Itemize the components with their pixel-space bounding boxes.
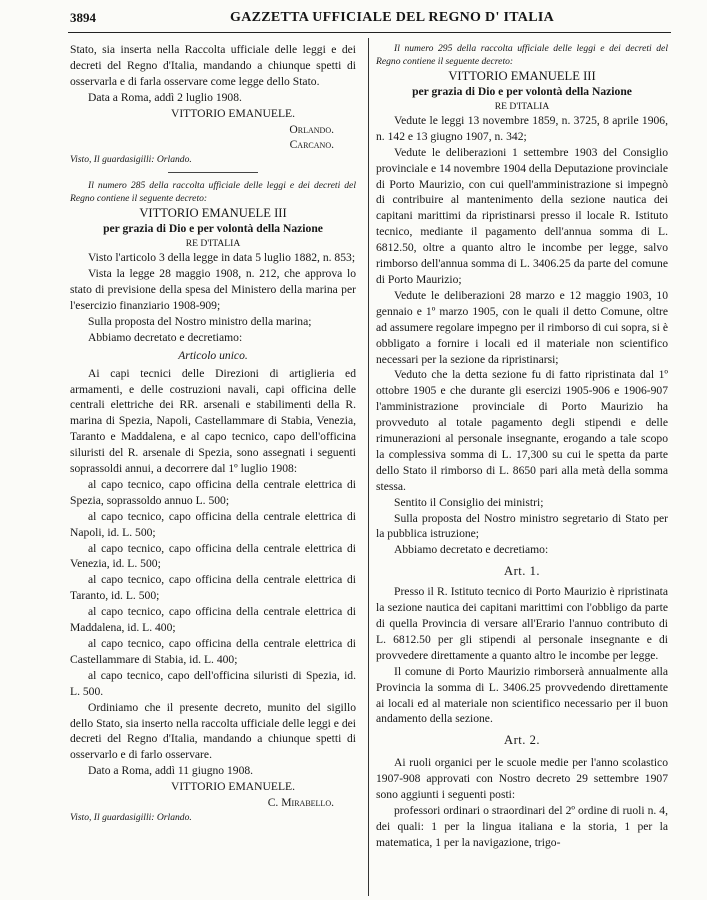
article-text: Ai capi tecnici delle Direzioni di artiglieria ed armamenti, e delle costruzioni navali, capi officina delle centrali elettriche dei RR. arsenali e stabilimenti della R. marina di Spezia, Napoli, Castellammare di Stabia, Venezia, Taranto e Maddalena, e al capo tecnico, capo dell'officina siluristi del R. arsenale di Spezia, sono assegnati i seguenti soprassoldi annui, a decorrere dal 1º luglio 1908:: [70, 366, 356, 476]
preamble-paragraph: Sulla proposta del Nostro ministro segretario di Stato per la pubblica istruzione;: [376, 511, 668, 541]
right-column: [376, 42, 668, 851]
visto-line: Visto, Il guardasigilli: Orlando.: [70, 154, 192, 166]
decree-date: Data a Roma, addì 2 luglio 1908.: [88, 90, 242, 104]
list-item: al capo tecnico, capo officina della centrale elettrica di Spezia, soprassoldo annuo L. 500;: [70, 477, 356, 507]
king-signature: VITTORIO EMANUELE.: [170, 780, 296, 794]
grace-line: per grazia di Dio e per volontà della Nazione: [103, 222, 323, 236]
preamble-paragraph: Vedute le leggi 13 novembre 1859, n. 3725, 8 aprile 1906, n. 142 e 13 giugno 1907, n. 342;: [376, 113, 668, 143]
page-number: 3894: [70, 10, 96, 25]
header-rule: [68, 32, 671, 33]
gazette-title: GAZZETTA UFFICIALE DEL REGNO D' ITALIA: [230, 10, 555, 25]
article-text: Presso il R. Istituto tecnico di Porto Maurizio è ripristinata la sezione nautica dei capitani marittimi con l'obbligo da parte di quella Provincia di versare all'Erario l'annuo contributo di L. 6812.50 per gli stipendi al personale insegnante e di provvedere direttamente a quanto altro le incombe per legge.: [376, 585, 668, 662]
page-header: [0, 6, 707, 34]
preamble-paragraph: Visto l'articolo 3 della legge in data 5 luglio 1882, n. 853;: [88, 251, 356, 265]
article-text: Ai ruoli organici per le scuole medie per l'anno scolastico 1907-908 approvati con Nostro decreto 29 settembre 1907 sono aggiunti i seguenti posti:: [376, 756, 668, 802]
re-line: RE D'ITALIA: [185, 238, 241, 250]
decree-date: Dato a Roma, addì 11 giugno 1908.: [88, 764, 254, 778]
list-item: al capo tecnico, capo dell'officina siluristi di Spezia, id. L. 500.: [70, 668, 356, 698]
article-heading: Art. 2.: [503, 733, 541, 748]
section-rule: [168, 172, 258, 173]
preamble-paragraph: Sulla proposta del Nostro ministro della marina;: [88, 314, 312, 328]
article-text: Il comune di Porto Maurizio rimborserà annualmente alla Provincia la somma di L. 3406.25 provvedendo direttamente ai locali ed al materiale non scientifico necessario per il buon andamento della sezione.: [376, 664, 668, 726]
decree-intro: Il numero 295 della raccolta ufficiale delle leggi e dei decreti del Regno contiene il seguente decreto:: [376, 43, 668, 67]
left-column: [70, 42, 356, 824]
minister-signature: C. Mirabello.: [267, 796, 334, 810]
minister-signature: Carcano.: [289, 138, 334, 152]
preamble-paragraph: Sentito il Consiglio dei ministri;: [394, 495, 544, 509]
list-item: al capo tecnico, capo officina della centrale elettrica di Maddalena, id. L. 400;: [70, 605, 356, 635]
list-item: al capo tecnico, capo officina della centrale elettrica di Taranto, id. L. 500;: [70, 573, 356, 603]
preamble-paragraph: Abbiamo decretato e decretiamo:: [88, 330, 243, 344]
preamble-paragraph: Veduto che la detta sezione fu di fatto ripristinata dal 1º ottobre 1905 e che durante gli esercizi 1905-906 e 1906-907 l'amministrazione provinciale di Porto Maurizio ha provveduto al totale pagamento degli stipendi e delle rimunerazioni al personale insegnante, erogando a tale scopo la complessiva somma di L. 17,300 su cui le spetta da parte dello Stato il rimborso di L. 8650 pari alla metà della somma stessa.: [376, 368, 668, 493]
decree-intro: Il numero 285 della raccolta ufficiale delle leggi e dei decreti del Regno contiene il seguente decreto:: [70, 180, 356, 205]
king-signature: VITTORIO EMANUELE.: [170, 106, 296, 120]
article-text: professori ordinari o straordinari del 2º ordine di ruoli n. 4, dei quali: 1 per la lingua italiana e la storia, 1 per la matematica, 1 per la navigazione, trigo-: [376, 803, 668, 849]
article-heading: Articolo unico.: [178, 348, 248, 362]
king-title: VITTORIO EMANUELE III: [139, 206, 287, 221]
preamble-paragraph: Vedute le deliberazioni 28 marzo e 12 maggio 1903, 10 gennaio e 1º marzo 1905, con le quali il detto Comune, oltre ad assumere regolare impegno per il rimborso di cui sopra, si è obbligato a fornire i locali ed il materiale non scientifico necessari per la sezione da ripristinarsi;: [376, 288, 668, 366]
minister-signature: Orlando.: [289, 122, 334, 136]
preamble-paragraph: Abbiamo decretato e decretiamo:: [394, 543, 549, 557]
continued-paragraph: Stato, sia inserta nella Raccolta ufficiale delle leggi e dei decreti del Regno d'Italia, mandando a chiunque spetti di osservarla e di farla osservare come legge dello Stato.: [70, 43, 356, 88]
king-title: VITTORIO EMANUELE III: [448, 69, 596, 83]
visto-line: Visto, Il guardasigilli: Orlando.: [70, 811, 192, 823]
article-heading: Art. 1.: [503, 564, 541, 579]
list-item: al capo tecnico, capo officina della centrale elettrica di Castellammare di Stabia, id. L. 400;: [70, 637, 356, 666]
re-line: RE D'ITALIA: [494, 100, 550, 112]
grace-line: per grazia di Dio e per volontà della Nazione: [412, 85, 632, 98]
list-item: al capo tecnico, capo officina della centrale elettrica di Napoli, id. L. 500;: [70, 509, 356, 539]
column-divider: [368, 38, 369, 896]
preamble-paragraph: Vedute le deliberazioni 1 settembre 1903 del Consiglio provinciale e 14 novembre 1904 della Deputazione provinciale di Porto Maurizio, con cui quell'amministrazione si impegnò di contribuire al mantenimento della sezione nautica dei capitani marittimi da ripristinarsi presso il locale R. Istituto tecnico, mediante il pagamento dell'annua somma di L. 6812.50, oltre a quanto altro le incombe per legge, salvo rimborso dell'annua somma di L. 3406.25 da parte del comune di Porto Maurizio;: [376, 145, 668, 286]
list-item: al capo tecnico, capo officina della centrale elettrica di Venezia, id. L. 500;: [70, 541, 356, 571]
ordiniamo-paragraph: Ordiniamo che il presente decreto, munito del sigillo dello Stato, sia inserto nella raccolta ufficiale delle leggi e dei decreti del Regno d'Italia, mandando a chiunque spetti di osservarlo e di farlo osservare.: [70, 700, 356, 762]
preamble-paragraph: Vista la legge 28 maggio 1908, n. 212, che approva lo stato di previsione della spesa del Ministero della marina per l'esercizio finanziario 1908-909;: [70, 267, 356, 312]
